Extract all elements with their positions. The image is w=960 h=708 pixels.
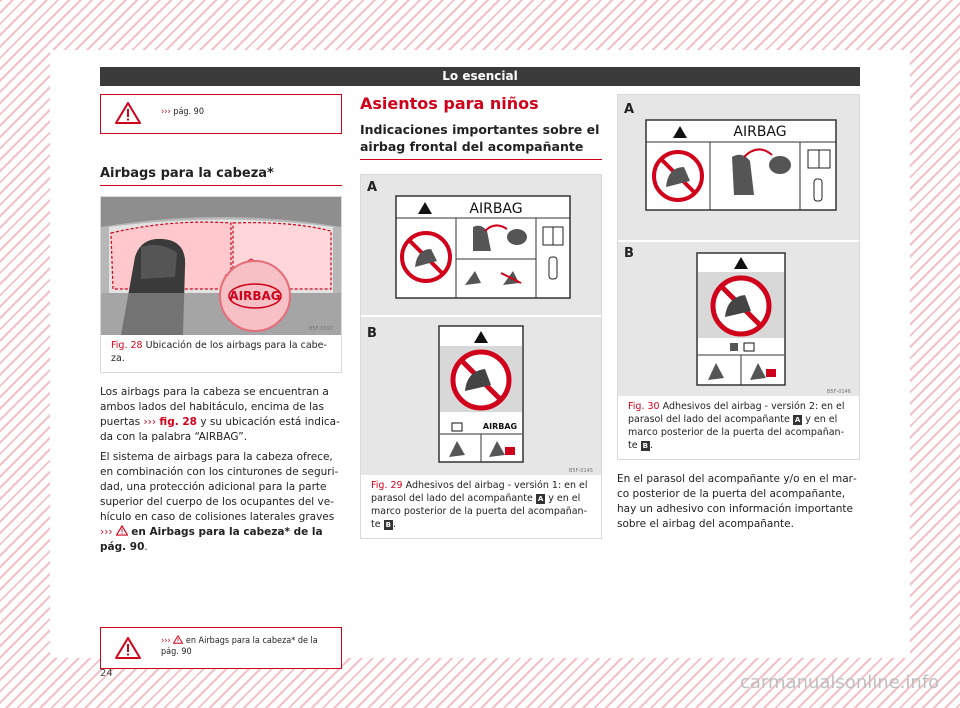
- airbag-stickers-v1-illustration: [361, 175, 601, 475]
- figure-29: [360, 174, 602, 539]
- panel-label-a: A: [367, 180, 378, 195]
- section-subtitle: Indicaciones importantes sobre el airbag frontal del acompañante: [360, 121, 602, 160]
- para2-text: El sistema de airbags para la cabeza ofrece, en combinación con los cinturones de seguridad, una protección adicional para la parte superior del cuerpo de los ocupantes del vehículo en caso de colisiones laterales graves: [100, 451, 339, 523]
- warning-reference: [161, 635, 331, 658]
- caption-text-b: y en el marco posterior de la puerta del acompañante: [628, 414, 845, 451]
- figure-code: B5F-0145: [568, 468, 593, 474]
- sticker-airbag-text: AIRBAG: [733, 124, 787, 140]
- column-right: [617, 94, 860, 537]
- key-b-badge: B: [385, 520, 391, 529]
- figure-code: B5F-0597: [308, 326, 333, 332]
- paragraph-1: [100, 385, 342, 445]
- body-text-right: [617, 472, 860, 532]
- key-a-badge: A: [537, 494, 544, 503]
- warning-triangle-icon: [115, 101, 141, 125]
- key-b-badge: B: [642, 441, 648, 450]
- caption-text-a: Adhesivos del airbag - versión 1: en el parasol del lado del acompañante: [371, 480, 588, 504]
- sticker-b-airbag-text: AIRBAG: [482, 422, 518, 431]
- page-number: 24: [100, 668, 113, 679]
- warning-box-top: [100, 94, 342, 134]
- panel-label-b: B: [367, 326, 377, 341]
- para1-text-end: y su ubicación está indicada con la palabra “AIRBAG”.: [100, 416, 340, 443]
- figure-caption: [101, 335, 341, 372]
- subheading-airbags-cabeza: Airbags para la cabeza*: [100, 166, 342, 186]
- reference-arrow: ›››: [161, 107, 171, 117]
- page-header: Lo esencial: [100, 67, 860, 86]
- figure-caption-text: Ubicación de los airbags para la cabeza.: [111, 340, 327, 364]
- warning-reference: [161, 107, 204, 118]
- figure-label: Fig. 30: [628, 401, 660, 412]
- section-title: Asientos para niños: [360, 94, 539, 113]
- para2-link[interactable]: en Airbags para la cabeza* de la pág. 90: [100, 526, 323, 553]
- warning-triangle-icon: [115, 636, 141, 660]
- paragraph-right: En el parasol del acompañante y/o en el marco posterior de la puerta del acompañante, hay un adhesivo con información importante sobre el airbag del acompañante.: [617, 473, 857, 530]
- para1-arrow: ›››: [143, 416, 157, 428]
- key-a-badge: A: [794, 415, 801, 424]
- warning-triangle-icon: [173, 635, 183, 644]
- figure-caption: [618, 396, 859, 459]
- fig-28-link[interactable]: fig. 28: [159, 416, 197, 428]
- warning-reference-text: pág. 90: [173, 107, 204, 117]
- panel-label-b: B: [624, 246, 634, 261]
- figure-label: Fig. 28: [111, 340, 143, 351]
- airbag-stickers-v2-illustration: [618, 95, 859, 396]
- page: [50, 50, 910, 679]
- figure-label: Fig. 29: [371, 480, 403, 491]
- panel-label-a: A: [624, 102, 635, 117]
- column-middle: [360, 94, 602, 539]
- caption-text-b: y en el marco posterior de la puerta del acompañante: [371, 493, 588, 530]
- warning-triangle-icon: [116, 525, 128, 536]
- para2-end: .: [144, 541, 148, 553]
- figure-30: [617, 94, 860, 460]
- para1-text: Los airbags para la cabeza se encuentran a ambos lados del habitáculo, encima de las puertas: [100, 386, 329, 428]
- caption-text-a: Adhesivos del airbag - versión 2: en el parasol del lado del acompañante: [628, 401, 845, 425]
- paragraph-2: [100, 450, 342, 555]
- head-airbag-illustration: [101, 197, 341, 335]
- figure-28: [100, 196, 342, 373]
- figure-caption: [361, 475, 601, 538]
- para2-arrow: ›››: [100, 526, 113, 538]
- column-left: [100, 94, 342, 657]
- warning-box-bottom: [100, 627, 342, 669]
- figure-code: B5F-0146: [826, 389, 851, 395]
- body-text-left: [100, 385, 342, 555]
- airbag-badge-text: AIRBAG: [229, 289, 281, 303]
- warning-reference-text[interactable]: en Airbags para la cabeza* de la pág. 90: [161, 636, 318, 657]
- caption-end: .: [392, 519, 396, 530]
- reference-arrow: ›››: [161, 636, 171, 646]
- sticker-airbag-text: AIRBAG: [469, 201, 523, 217]
- caption-end: .: [649, 440, 653, 451]
- watermark: carmanualsonline.info: [740, 672, 940, 693]
